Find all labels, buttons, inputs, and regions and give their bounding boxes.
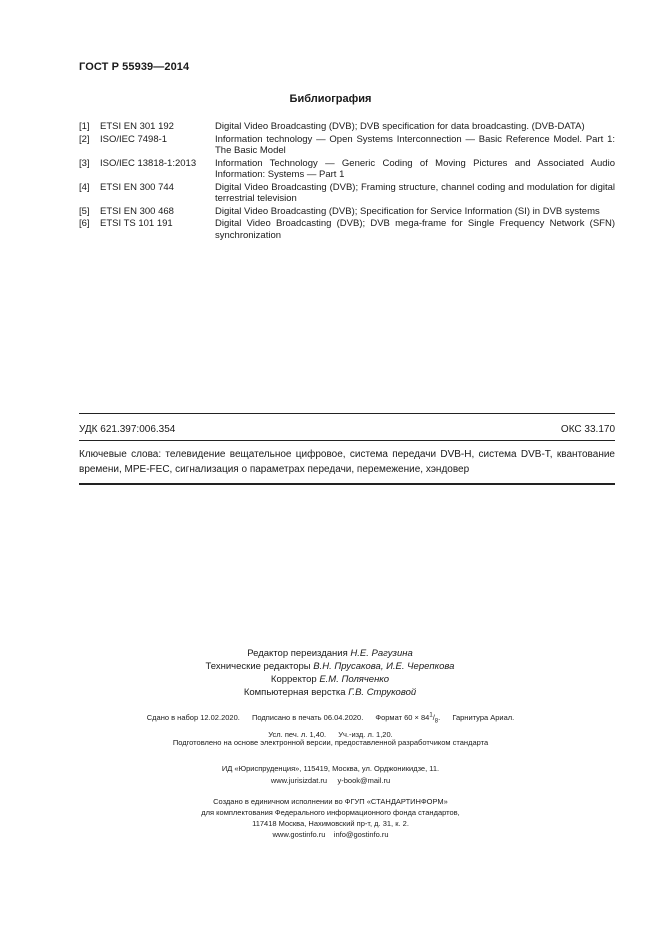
bibliography-list — [79, 121, 615, 242]
credit-label: Корректор — [270, 674, 317, 685]
credit-name: Н.Е. Рагузина — [350, 648, 413, 659]
credit-name: В.Н. Прусакова, И.Е. Черепкова — [313, 661, 455, 672]
credit-label: Компьютерная верстка — [243, 687, 346, 698]
credit-label: Редактор переиздания — [247, 648, 348, 659]
publisher-email-link[interactable]: y-book@mail.ru — [337, 776, 391, 785]
bib-description: Digital Video Broadcasting (DVB); DVB mega-frame for Single Frequency Network (SFN) synchronization — [215, 218, 615, 241]
publisher-contacts — [0, 775, 661, 787]
publisher-address: ИД «Юриспруденция», 115419, Москва, ул. Орджоникидзе, 11. — [221, 764, 440, 773]
produced-contacts — [0, 829, 661, 840]
bibliography-item — [79, 158, 615, 181]
bib-code: ETSI EN 300 468 — [100, 205, 174, 217]
print-info-line-1 — [0, 709, 661, 728]
bibliography-item — [79, 182, 615, 205]
bib-description: Digital Video Broadcasting (DVB); DVB specification for data broadcasting. (DVB-DATA) — [215, 121, 585, 132]
bib-number: [2] — [79, 133, 90, 145]
credit-proofreader — [160, 673, 500, 686]
credit-label: Технические редакторы — [205, 661, 311, 672]
print-typeface: Гарнитура Ариал. — [452, 712, 515, 722]
produced-line-2: для комплектования Федерального информационного фонда стандартов, — [201, 808, 460, 817]
bib-code: ETSI EN 300 744 — [100, 181, 174, 193]
format-numerator: 1 — [429, 712, 433, 718]
bib-code: ETSI TS 101 191 — [100, 218, 173, 229]
print-pub-sheets: Уч.-изд. л. 1,20. — [338, 730, 393, 739]
bib-number: [4] — [79, 181, 90, 193]
bib-number: [1] — [79, 121, 90, 132]
bib-code: ISO/IEC 13818-1:2013 — [100, 157, 197, 169]
produced-block — [0, 796, 661, 840]
bib-code: ISO/IEC 7498-1 — [100, 133, 168, 145]
bib-description: Digital Video Broadcasting (DVB); Framing structure, channel coding and modulation for digital terrestrial television — [215, 181, 615, 204]
bibliography-item — [79, 134, 615, 157]
bibliography-title: Библиография — [289, 93, 372, 105]
bib-number: [6] — [79, 218, 90, 229]
credit-tech-editors — [160, 660, 500, 673]
divider-middle — [79, 440, 615, 441]
format-prefix: Формат 60 × 84 — [375, 712, 430, 722]
print-info — [0, 709, 661, 741]
bib-description: Digital Video Broadcasting (DVB); Specification for Service Information (SI) in DVB systems — [215, 205, 600, 217]
credit-name: Е.М. Поляченко — [319, 674, 390, 685]
keywords: Ключевые слова: телевидение вещательное цифровое, система передачи DVB-H, система DVB-T, квантование времени, МРЕ-FEC, сигнализация о параметрах передачи, перемежение, хэндовер — [79, 449, 615, 475]
bibliography-item — [79, 121, 615, 133]
bibliography-item — [79, 218, 615, 241]
credit-layout — [160, 686, 500, 699]
divider-bottom — [79, 483, 615, 485]
publisher-site-link[interactable]: www.jurisizdat.ru — [270, 776, 328, 785]
print-sheets: Усл. печ. л. 1,40. — [268, 730, 327, 739]
print-signed: Подписано в печать 06.04.2020. — [251, 712, 364, 722]
udk-code: УДК 621.397:006.354 — [79, 424, 176, 435]
print-submitted: Сдано в набор 12.02.2020. — [146, 712, 240, 722]
produced-email-link[interactable]: info@gostinfo.ru — [333, 830, 389, 839]
bib-code: ETSI EN 301 192 — [100, 121, 174, 132]
produced-line-1: Создано в единичном исполнении во ФГУП «СТАНДАРТИНФОРМ» — [213, 797, 448, 806]
credit-editor — [160, 647, 500, 660]
prepared-note: Подготовлено на основе электронной версии, предоставленной разработчиком стандарта — [172, 738, 489, 747]
document-code: ГОСТ Р 55939—2014 — [79, 61, 190, 73]
produced-site-link[interactable]: www.gostinfo.ru — [272, 830, 326, 839]
print-format: Формат $60 \times 84^1/_8$. — [375, 712, 441, 724]
bib-description: Information technology — Open Systems Interconnection — Basic Reference Model. Part 1: The Basic Model — [215, 133, 615, 156]
divider-top — [79, 413, 615, 414]
credit-name: Г.В. Струковой — [348, 687, 417, 698]
bibliography-item — [79, 206, 615, 218]
bib-number: [3] — [79, 157, 90, 169]
credits-block — [160, 647, 500, 699]
format-denominator: 8 — [434, 718, 439, 724]
oks-code: ОКС 33.170 — [560, 424, 615, 435]
bib-description: Information Technology — Generic Coding of Moving Pictures and Associated Audio Information: Systems — Part 1 — [215, 157, 615, 180]
bib-number: [5] — [79, 205, 90, 217]
publisher-block — [0, 763, 661, 787]
produced-line-3: 117418 Москва, Нахимовский пр-т, д. 31, к. 2. — [252, 819, 409, 828]
